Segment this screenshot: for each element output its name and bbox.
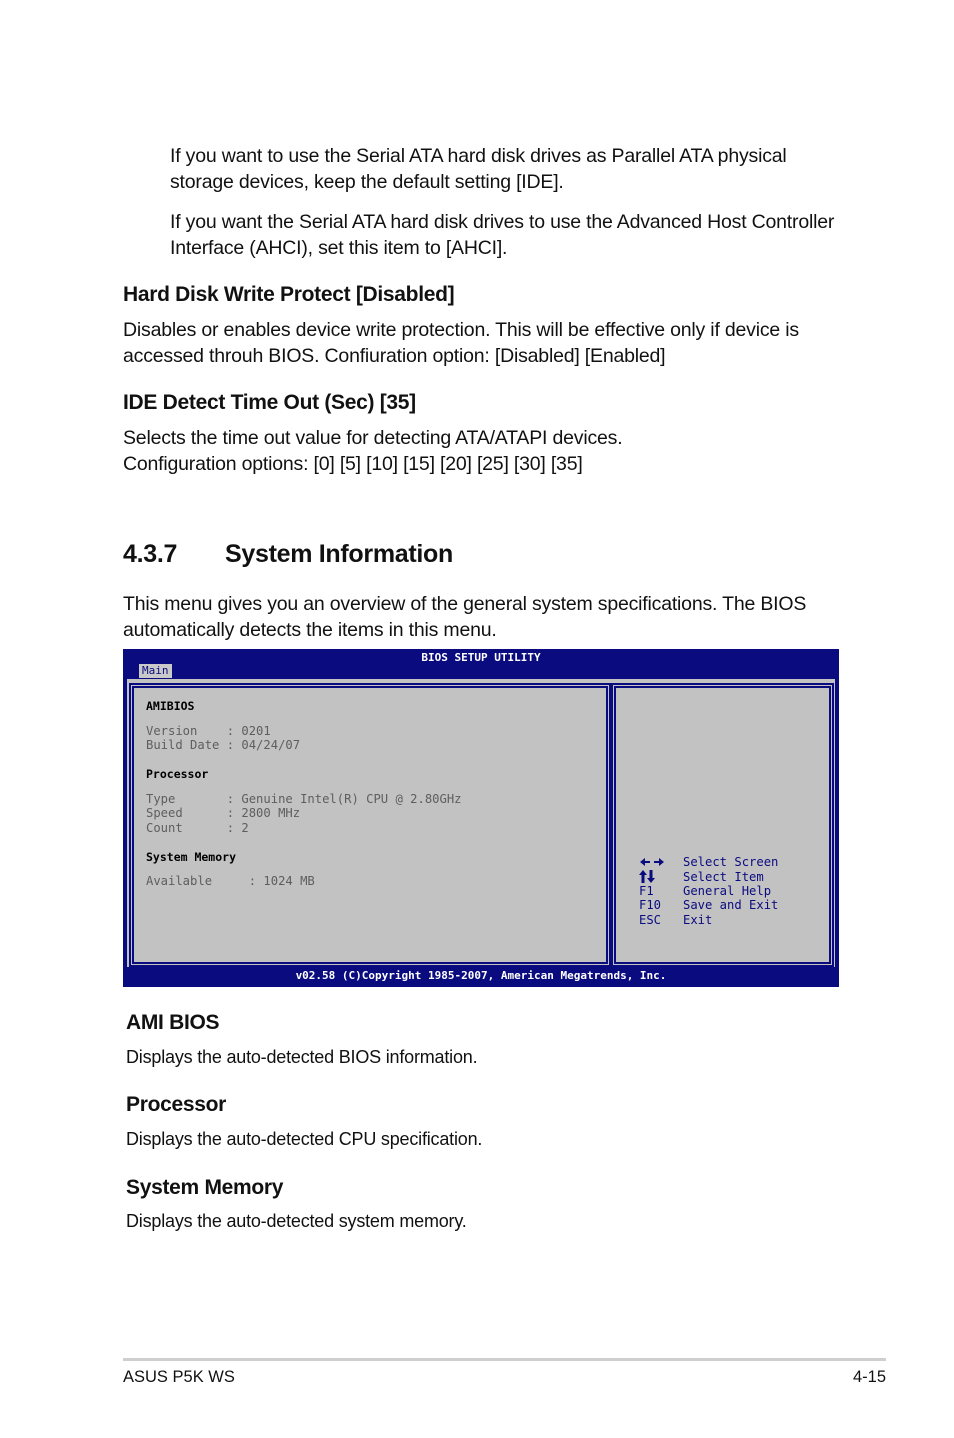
up-down-arrows-icon <box>639 870 655 883</box>
cpu-speed: Speed : 2800 MHz <box>146 806 301 820</box>
ami-bios-heading: AMI BIOS <box>126 1011 220 1034</box>
memory-available: Available : 1024 MB <box>146 874 315 888</box>
ami-bios-body: Displays the auto-detected BIOS information. <box>126 1047 478 1067</box>
system-memory-body: Displays the auto-detected system memory. <box>126 1211 467 1231</box>
write-protect-body: Disables or enables device write protection. This will be effective only if device is accessed throuh BIOS. Confiuration option: [Disabled] [Enabled] <box>123 319 799 367</box>
key-desc-select-item: Select Item <box>683 870 764 884</box>
intro-paragraph-2: If you want the Serial ATA hard disk drives to use the Advanced Host Controller Interface (AHCI), set this item to [AHCI]. <box>170 211 835 259</box>
processor-label: Processor <box>146 767 209 781</box>
footer-product: ASUS P5K WS <box>123 1368 235 1386</box>
bios-tab-main[interactable]: Main <box>139 664 172 678</box>
processor-heading: Processor <box>126 1093 227 1116</box>
ide-timeout-body: Selects the time out value for detecting ATA/ATAPI devices. Configuration options: [0] [5] [10] [15] [20] [25] [30] [35] <box>123 427 623 475</box>
key-desc-exit: Exit <box>683 913 713 927</box>
key-desc-general-help: General Help <box>683 884 772 898</box>
ide-timeout-heading: IDE Detect Time Out (Sec) [35] <box>123 391 416 414</box>
key-f1: F1 <box>639 884 654 898</box>
footer-rule <box>123 1358 886 1361</box>
system-memory-label: System Memory <box>146 850 237 864</box>
bios-build-date: Build Date : 04/24/07 <box>146 738 301 752</box>
section-number: 4.3.7 <box>123 540 178 568</box>
amibios-label: AMIBIOS <box>146 699 195 713</box>
system-info-body: This menu gives you an overview of the general system specifications. The BIOS automatically detects the items in this menu. <box>123 593 807 641</box>
section-title: System Information <box>225 540 453 568</box>
processor-body: Displays the auto-detected CPU specification. <box>126 1129 483 1149</box>
left-right-arrows-icon <box>639 857 665 867</box>
bios-screenshot <box>123 649 839 987</box>
system-memory-heading: System Memory <box>126 1176 284 1199</box>
bios-title: BIOS SETUP UTILITY <box>421 651 541 664</box>
intro-paragraph-1: If you want to use the Serial ATA hard disk drives as Parallel ATA physical storage devices, keep the default setting [IDE]. <box>170 145 787 193</box>
write-protect-heading: Hard Disk Write Protect [Disabled] <box>123 283 455 306</box>
cpu-type: Type : Genuine Intel(R) CPU @ 2.80GHz <box>146 792 462 806</box>
key-esc: ESC <box>639 913 662 927</box>
bios-info-panel <box>129 683 611 967</box>
bios-copyright: v02.58 (C)Copyright 1985-2007, American Megatrends, Inc. <box>295 969 667 982</box>
key-f10: F10 <box>639 898 662 912</box>
footer-page-number: 4-15 <box>852 1368 886 1386</box>
bios-help-panel <box>611 683 834 967</box>
cpu-count: Count : 2 <box>146 821 249 835</box>
key-desc-select-screen: Select Screen <box>683 855 779 869</box>
key-desc-save-exit: Save and Exit <box>683 898 779 912</box>
bios-body <box>127 679 835 967</box>
bios-version: Version : 0201 <box>146 724 271 738</box>
